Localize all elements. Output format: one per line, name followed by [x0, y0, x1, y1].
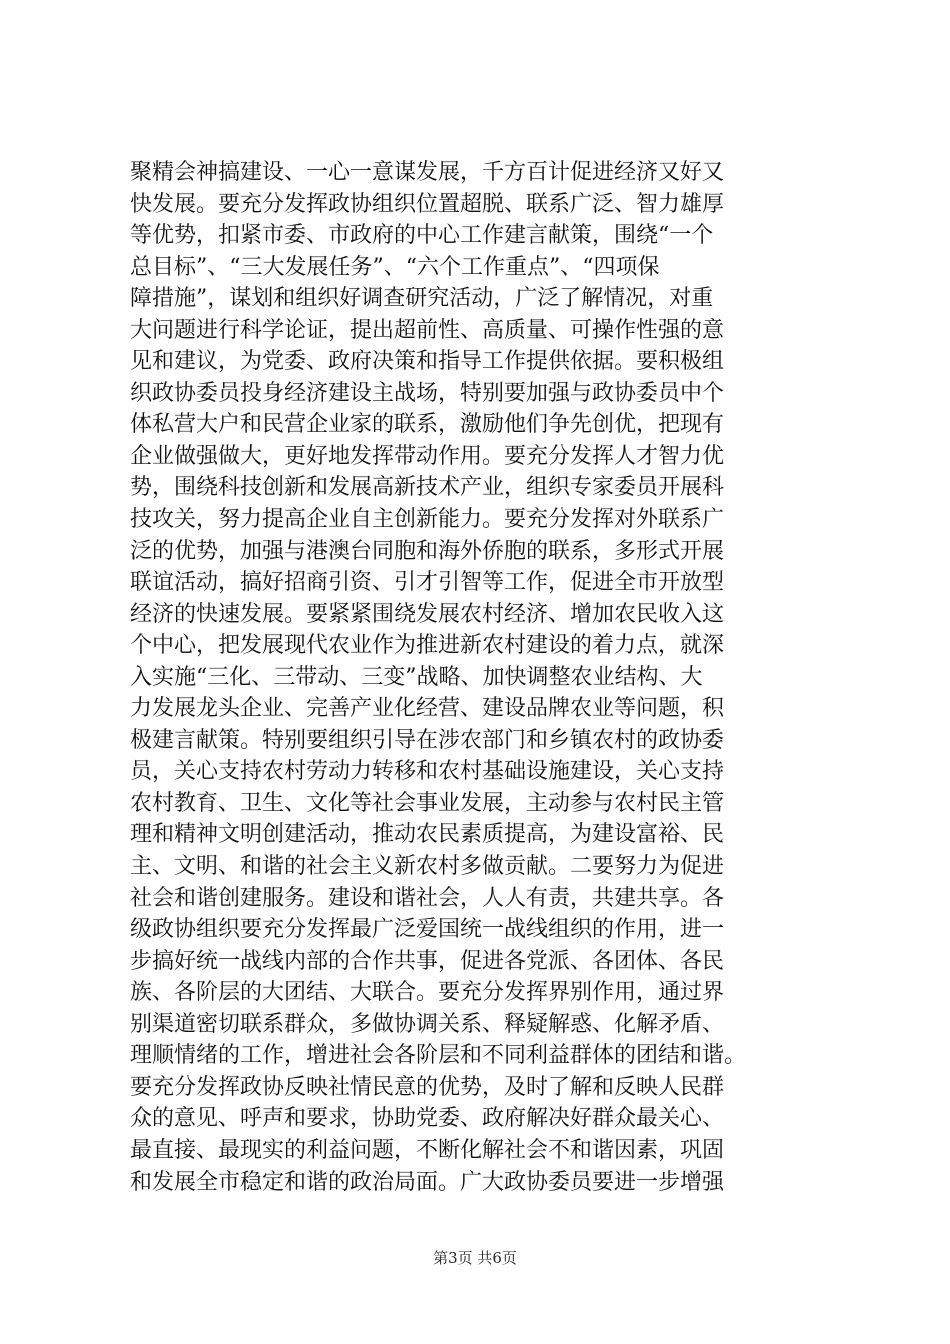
text-line: 等优势，扣紧市委、市政府的中心工作建言献策，围绕“一个 [130, 223, 714, 249]
text-line: 企业做强做大，更好地发挥带动作用。要充分发挥人才智力优 [130, 443, 725, 469]
text-line: 别渠道密切联系群众，多做协调关系、释疑解惑、化解矛盾、 [130, 1011, 725, 1037]
text-line: 见和建议，为党委、政府决策和指导工作提供依据。要积极组 [130, 349, 725, 375]
text-line: 个中心，把发展现代农业作为推进新农村建设的着力点，就深 [130, 633, 725, 659]
text-line: 织政协委员投身经济建设主战场，特别要加强与政协委员中个 [130, 380, 725, 406]
text-line: 级政协组织要充分发挥最广泛爱国统一战线组织的作用，进一 [130, 917, 725, 943]
text-line: 势，围绕科技创新和发展高新技术产业，组织专家委员开展科 [130, 475, 725, 501]
text-line: 体私营大户和民营企业家的联系，激励他们争先创优，把现有 [130, 412, 725, 438]
text-line: 族、各阶层的大团结、大联合。要充分发挥界别作用，通过界 [130, 980, 725, 1006]
text-line: 理顺情绪的工作，增进社会各阶层和不同利益群体的团结和谐。 [130, 1043, 747, 1069]
text-line: 步搞好统一战线内部的合作共事，促进各党派、各团体、各民 [130, 948, 725, 974]
text-line: 社会和谐创建服务。建设和谐社会，人人有责，共建共享。各 [130, 885, 725, 911]
text-line: 障措施”，谋划和组织好调查研究活动，广泛了解情况，对重 [130, 286, 714, 312]
text-line: 员，关心支持农村劳动力转移和农村基础设施建设，关心支持 [130, 759, 725, 785]
text-line: 技攻关，努力提高企业自主创新能力。要充分发挥对外联系广 [130, 507, 725, 533]
text-line: 农村教育、卫生、文化等社会事业发展，主动参与农村民主管 [130, 790, 725, 816]
text-line: 最直接、最现实的利益问题，不断化解社会不和谐因素，巩固 [130, 1137, 725, 1163]
text-line: 总目标”、“三大发展任务”、“六个工作重点”、“四项保 [130, 254, 660, 280]
text-line: 聚精会神搞建设、一心一意谋发展，千方百计促进经济又好又 [130, 160, 725, 185]
page-number-footer: 第3页 共6页 [433, 1249, 517, 1267]
body-text [130, 157, 850, 1198]
text-line: 和发展全市稳定和谐的政治局面。广大政协委员要进一步增强 [130, 1169, 725, 1195]
text-line: 大问题进行科学论证，提出超前性、高质量、可操作性强的意 [130, 317, 725, 343]
text-line: 入实施“三化、三带动、三变”战略、加快调整农业结构、大 [130, 664, 703, 690]
text-line: 泛的优势，加强与港澳台同胞和海外侨胞的联系，多形式开展 [130, 538, 725, 564]
text-line: 快发展。要充分发挥政协组织位置超脱、联系广泛、智力雄厚 [130, 191, 725, 217]
text-line: 联谊活动，搞好招商引资、引才引智等工作，促进全市开放型 [130, 570, 725, 596]
text-line: 理和精神文明创建活动，推动农民素质提高，为建设富裕、民 [130, 822, 725, 848]
text-line: 众的意见、呼声和要求，协助党委、政府解决好群众最关心、 [130, 1106, 725, 1132]
text-line: 力发展龙头企业、完善产业化经营、建设品牌农业等问题，积 [130, 696, 725, 722]
text-line: 经济的快速发展。要紧紧围绕发展农村经济、增加农民收入这 [130, 601, 725, 627]
text-line: 要充分发挥政协反映社情民意的优势，及时了解和反映人民群 [130, 1074, 725, 1100]
text-line: 极建言献策。特别要组织引导在涉农部门和乡镇农村的政协委 [130, 727, 725, 753]
text-line: 主、文明、和谐的社会主义新农村多做贡献。二要努力为促进 [130, 854, 725, 880]
